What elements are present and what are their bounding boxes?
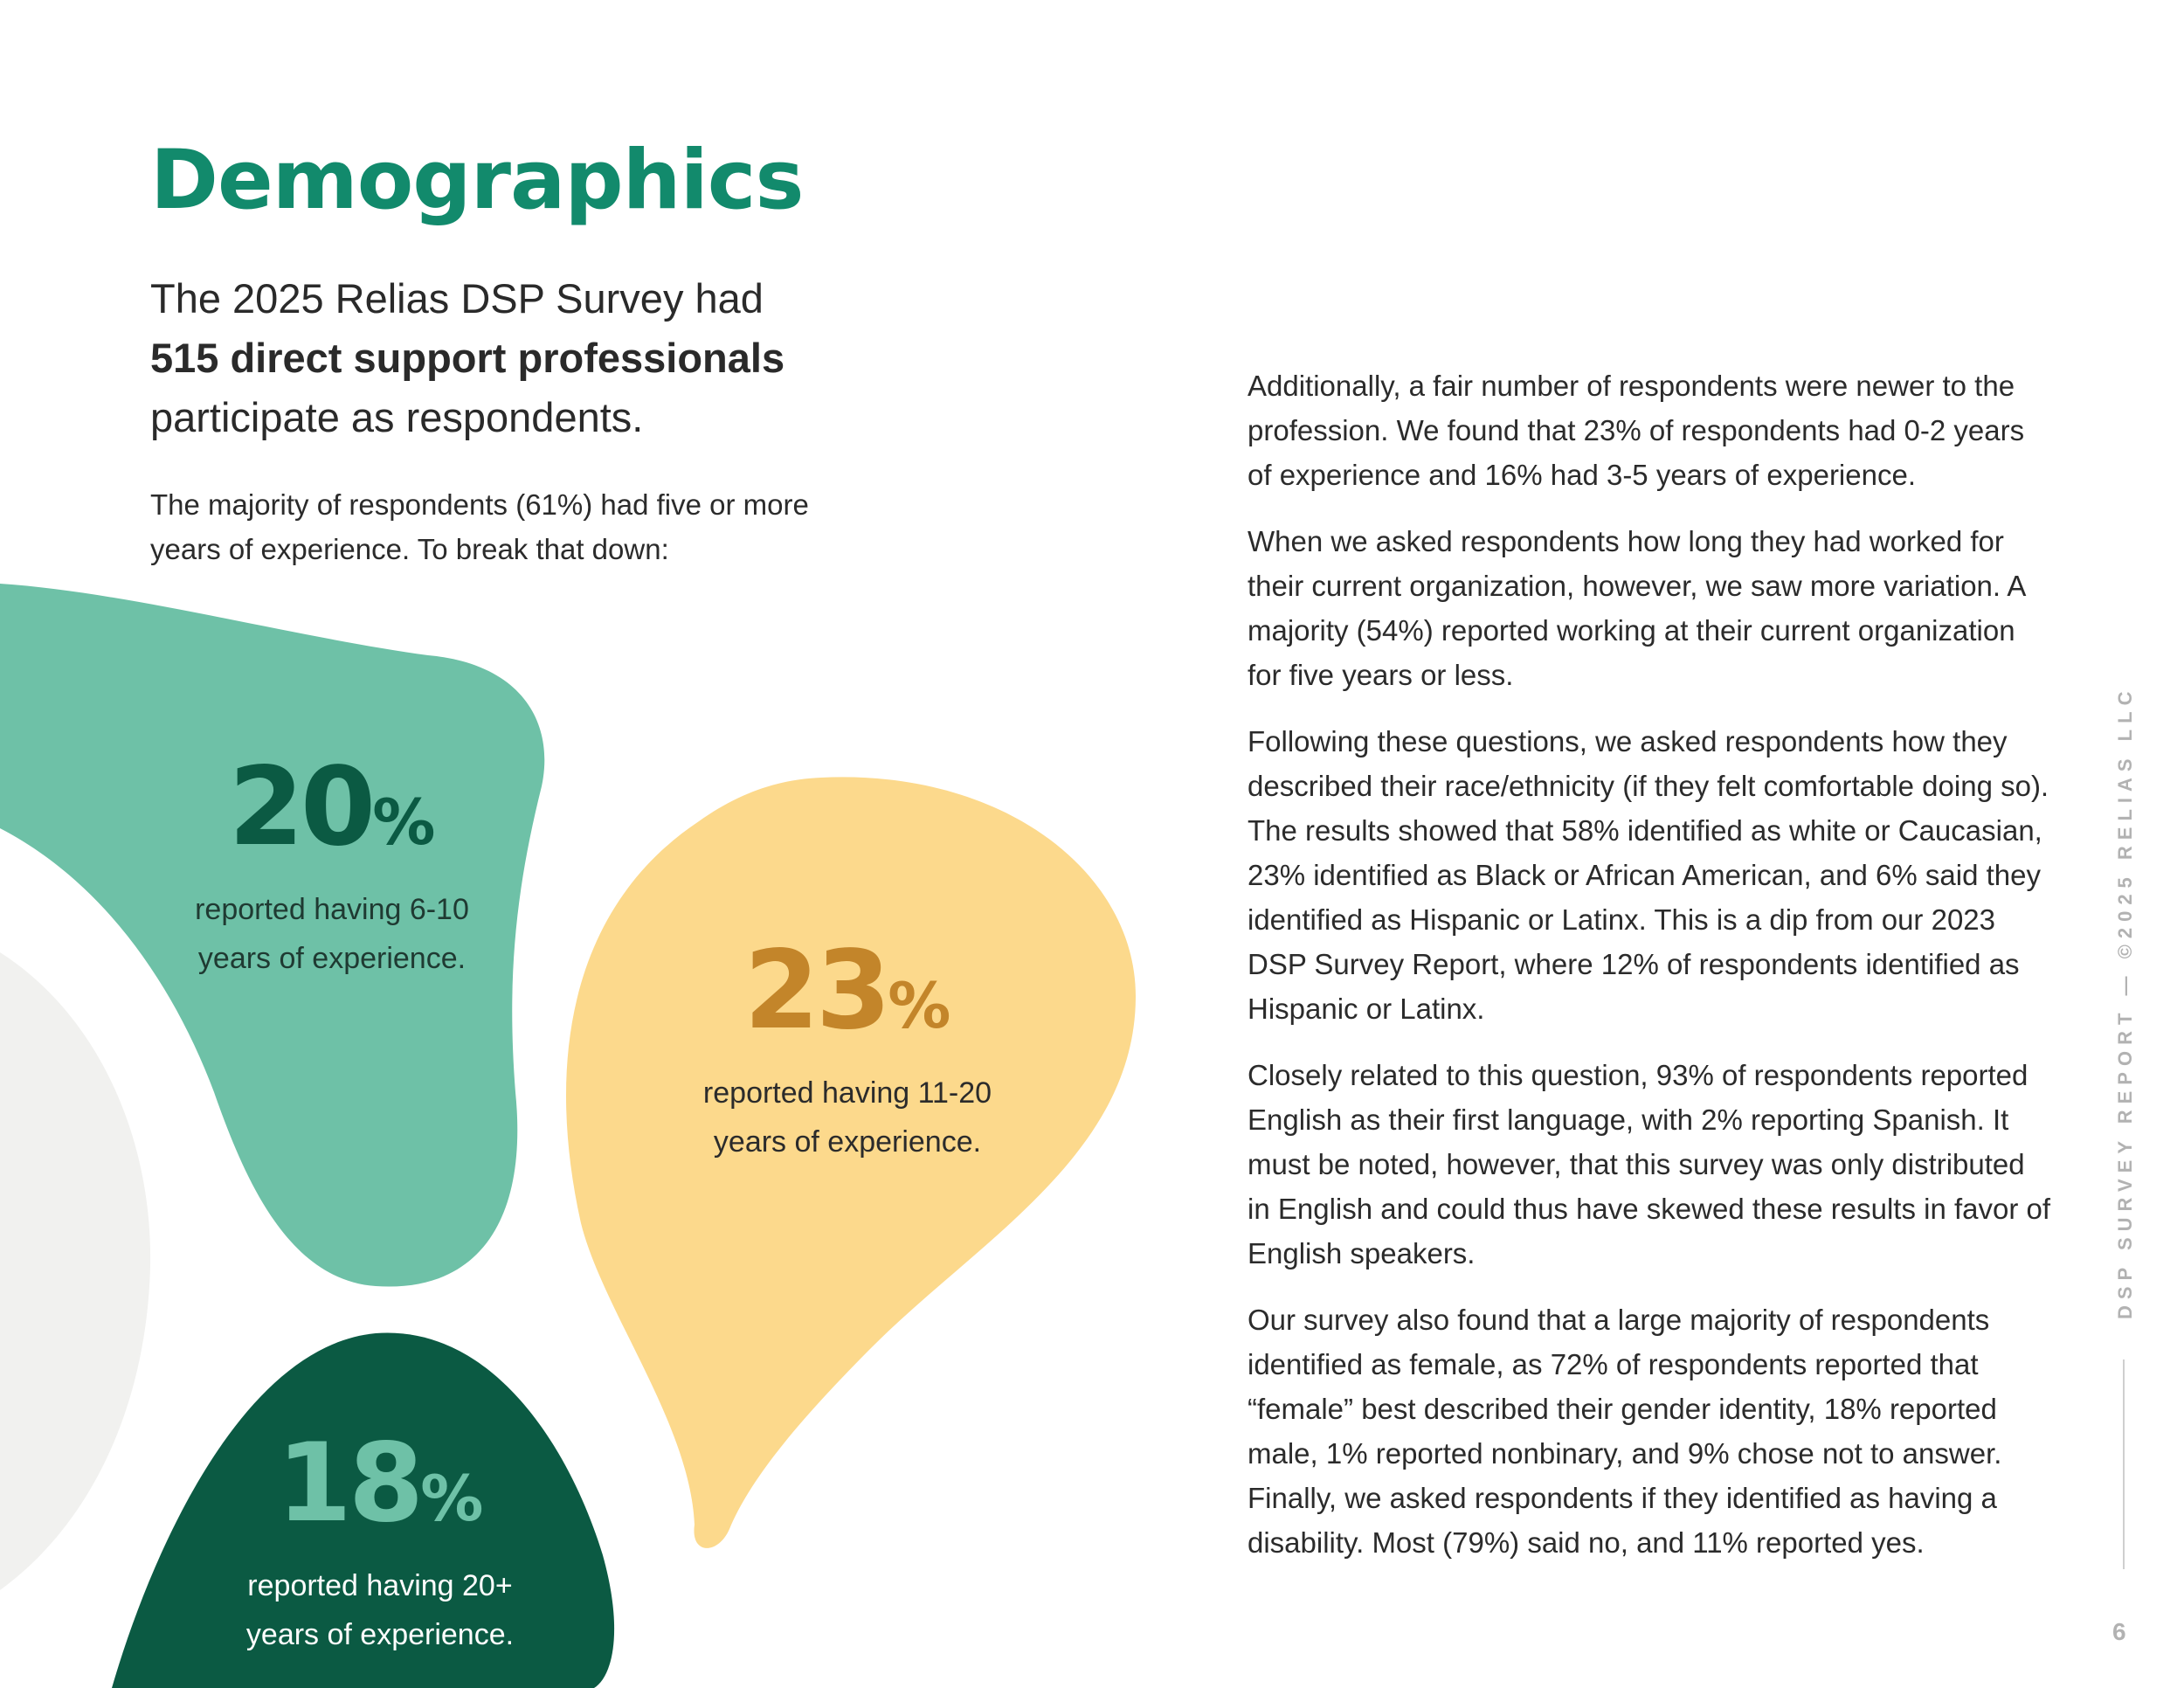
stat-23-percent [673, 928, 1022, 1166]
percent-sign: % [888, 969, 951, 1042]
stat-description: reported having 11-20 years of experience. [702, 1076, 992, 1159]
body-paragraph: When we asked respondents how long they had worked for their current organization, however, we saw more variation. A majority (54%) reported working at their current organization for five years or less. [1248, 525, 2025, 691]
report-side-label: DSP SURVEY REPORT — ©2025 RELIAS LLC [2114, 685, 2136, 1319]
stat-value: 20% [228, 744, 436, 870]
lede-intro: The 2025 Relias DSP Survey had [150, 275, 764, 322]
lede-highlight: 515 direct support professionals [150, 335, 785, 381]
gray-circle-shape [0, 952, 150, 1590]
body-paragraph: Our survey also found that a large majority of respondents identified as female, as 72% of respondents reported that “female” best described their gender identity, 18% reported male, 1% reported nonbinary, and 9% chose not to answer. Finally, we asked respondents if they identified as having a disability. Most (79%) said no, and 11% reported yes. [1248, 1304, 2002, 1559]
stat-value: 18% [276, 1421, 484, 1546]
stat-20-percent [157, 744, 507, 983]
lede-outro: participate as respondents. [150, 394, 644, 440]
intro-paragraph: The majority of respondents (61%) had five or more years of experience. To break that down: [150, 488, 809, 565]
percent-sign: % [420, 1462, 484, 1535]
stat-18-percent [205, 1421, 555, 1659]
percent-sign: % [372, 785, 436, 859]
body-paragraph: Following these questions, we asked respondents how they described their race/ethnicity (if they felt comfortable doing so). The results showed that 58% identified as white or Caucasian, 23% identified as Black or African American, and 6% said they identified as Hispanic or Latinx. This is a dip from our 2023 DSP Survey Report, where 12% of respondents identified as Hispanic or Latinx. [1248, 725, 2049, 1025]
stat-description: reported having 20+ years of experience. [245, 1569, 515, 1651]
body-paragraph: Additionally, a fair number of respondents were newer to the profession. We found that 23% of respondents had 0-2 years of experience and 16% had 3-5 years of experience. [1248, 370, 2025, 491]
side-divider [2123, 1359, 2125, 1569]
page-number: 6 [2112, 1618, 2126, 1645]
body-paragraph: Closely related to this question, 93% of respondents reported English as their first language, with 2% reporting Spanish. It must be noted, however, that this survey was only distributed in English and could thus have skewed these results in favor of English speakers. [1248, 1059, 2051, 1269]
body-column [1248, 363, 2051, 1587]
stat-value: 23% [743, 928, 951, 1054]
page-title: Demographics [150, 133, 804, 228]
stat-description: reported having 6-10 years of experience. [195, 893, 469, 975]
